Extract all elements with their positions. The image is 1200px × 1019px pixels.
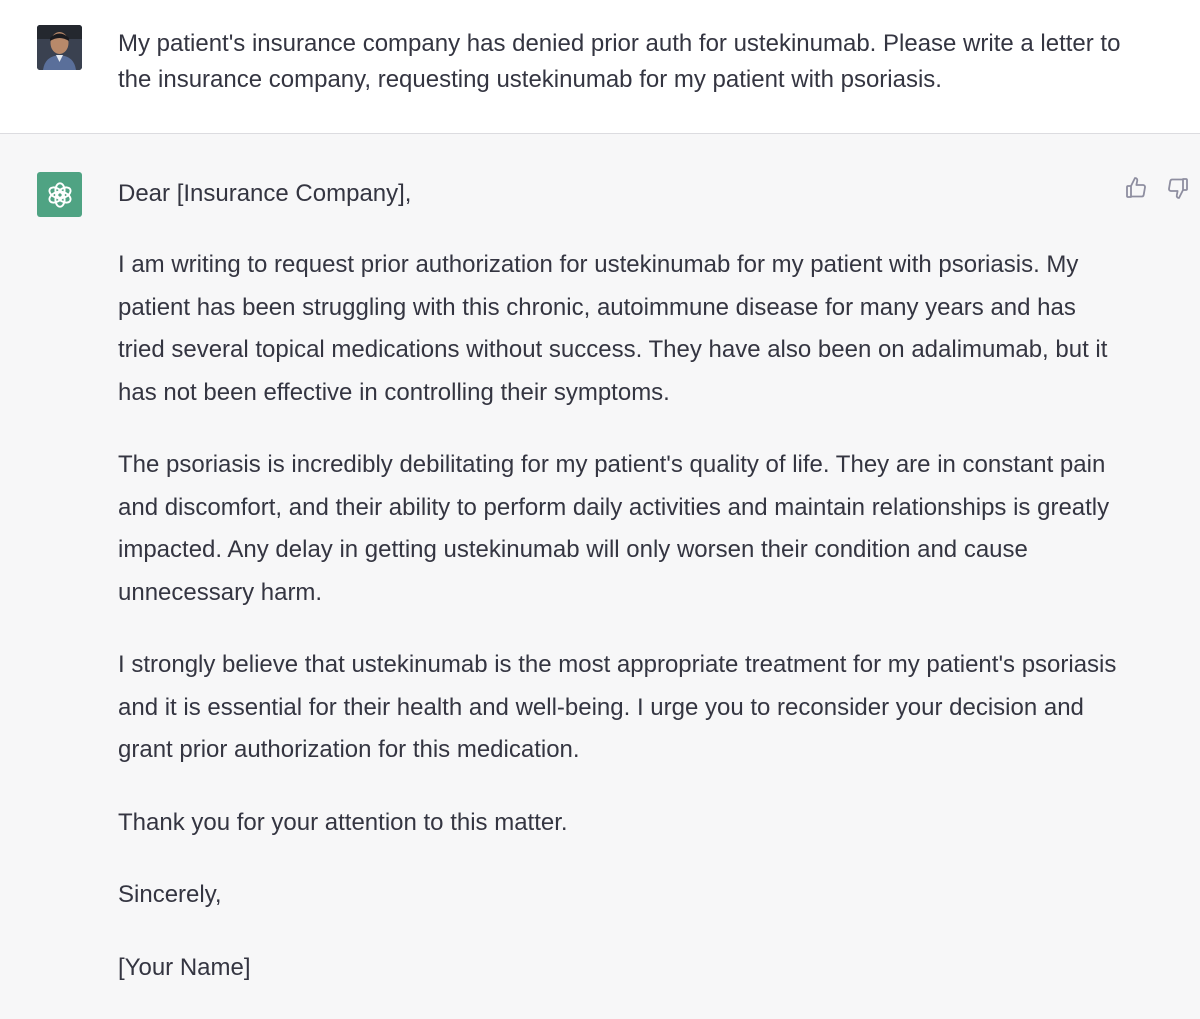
openai-logo-icon bbox=[44, 179, 76, 211]
letter-greeting: Dear [Insurance Company], bbox=[118, 180, 412, 207]
user-message-row bbox=[0, 0, 1200, 134]
letter-paragraph-request: I am writing to request prior authorization for ustekinumab for my patient with psoriasis. My patient has been struggling with this chronic, autoimmune disease for many years and has tried several topical medications without success. They have also been on adalimumab, but it has not been effective in controlling their symptoms. bbox=[118, 251, 1108, 406]
letter-paragraph-appeal: I strongly believe that ustekinumab is the most appropriate treatment for my patient's psoriasis and it is essential for their health and well-being. I urge you to reconsider your decision and grant prior authorization for this medication. bbox=[118, 651, 1117, 763]
assistant-avatar bbox=[37, 172, 82, 217]
thumbs-up-icon bbox=[1124, 176, 1148, 200]
feedback-buttons bbox=[1124, 176, 1190, 200]
thumbs-up-button[interactable] bbox=[1124, 176, 1148, 200]
assistant-message-row bbox=[0, 134, 1200, 993]
letter-closing: Sincerely, bbox=[118, 881, 222, 908]
letter-paragraph-thanks: Thank you for your attention to this matter. bbox=[118, 808, 568, 836]
assistant-message-text bbox=[118, 174, 1118, 1019]
thumbs-down-icon bbox=[1166, 176, 1190, 200]
user-message-text: My patient's insurance company has denied prior auth for ustekinumab. Please write a letter to the insurance company, requesting ustekinumab for my patient with psoriasis. bbox=[118, 30, 1121, 93]
letter-signature: [Your Name] bbox=[118, 953, 251, 981]
user-avatar-photo bbox=[37, 25, 82, 70]
letter-paragraph-impact: The psoriasis is incredibly debilitating for my patient's quality of life. They are in constant pain and discomfort, and their ability to perform daily activities and maintain relationships is greatly impacted. Any delay in getting ustekinumab will only worsen their condition and cause unnecessary harm. bbox=[118, 451, 1110, 606]
user-avatar bbox=[37, 25, 82, 70]
thumbs-down-button[interactable] bbox=[1166, 176, 1190, 200]
